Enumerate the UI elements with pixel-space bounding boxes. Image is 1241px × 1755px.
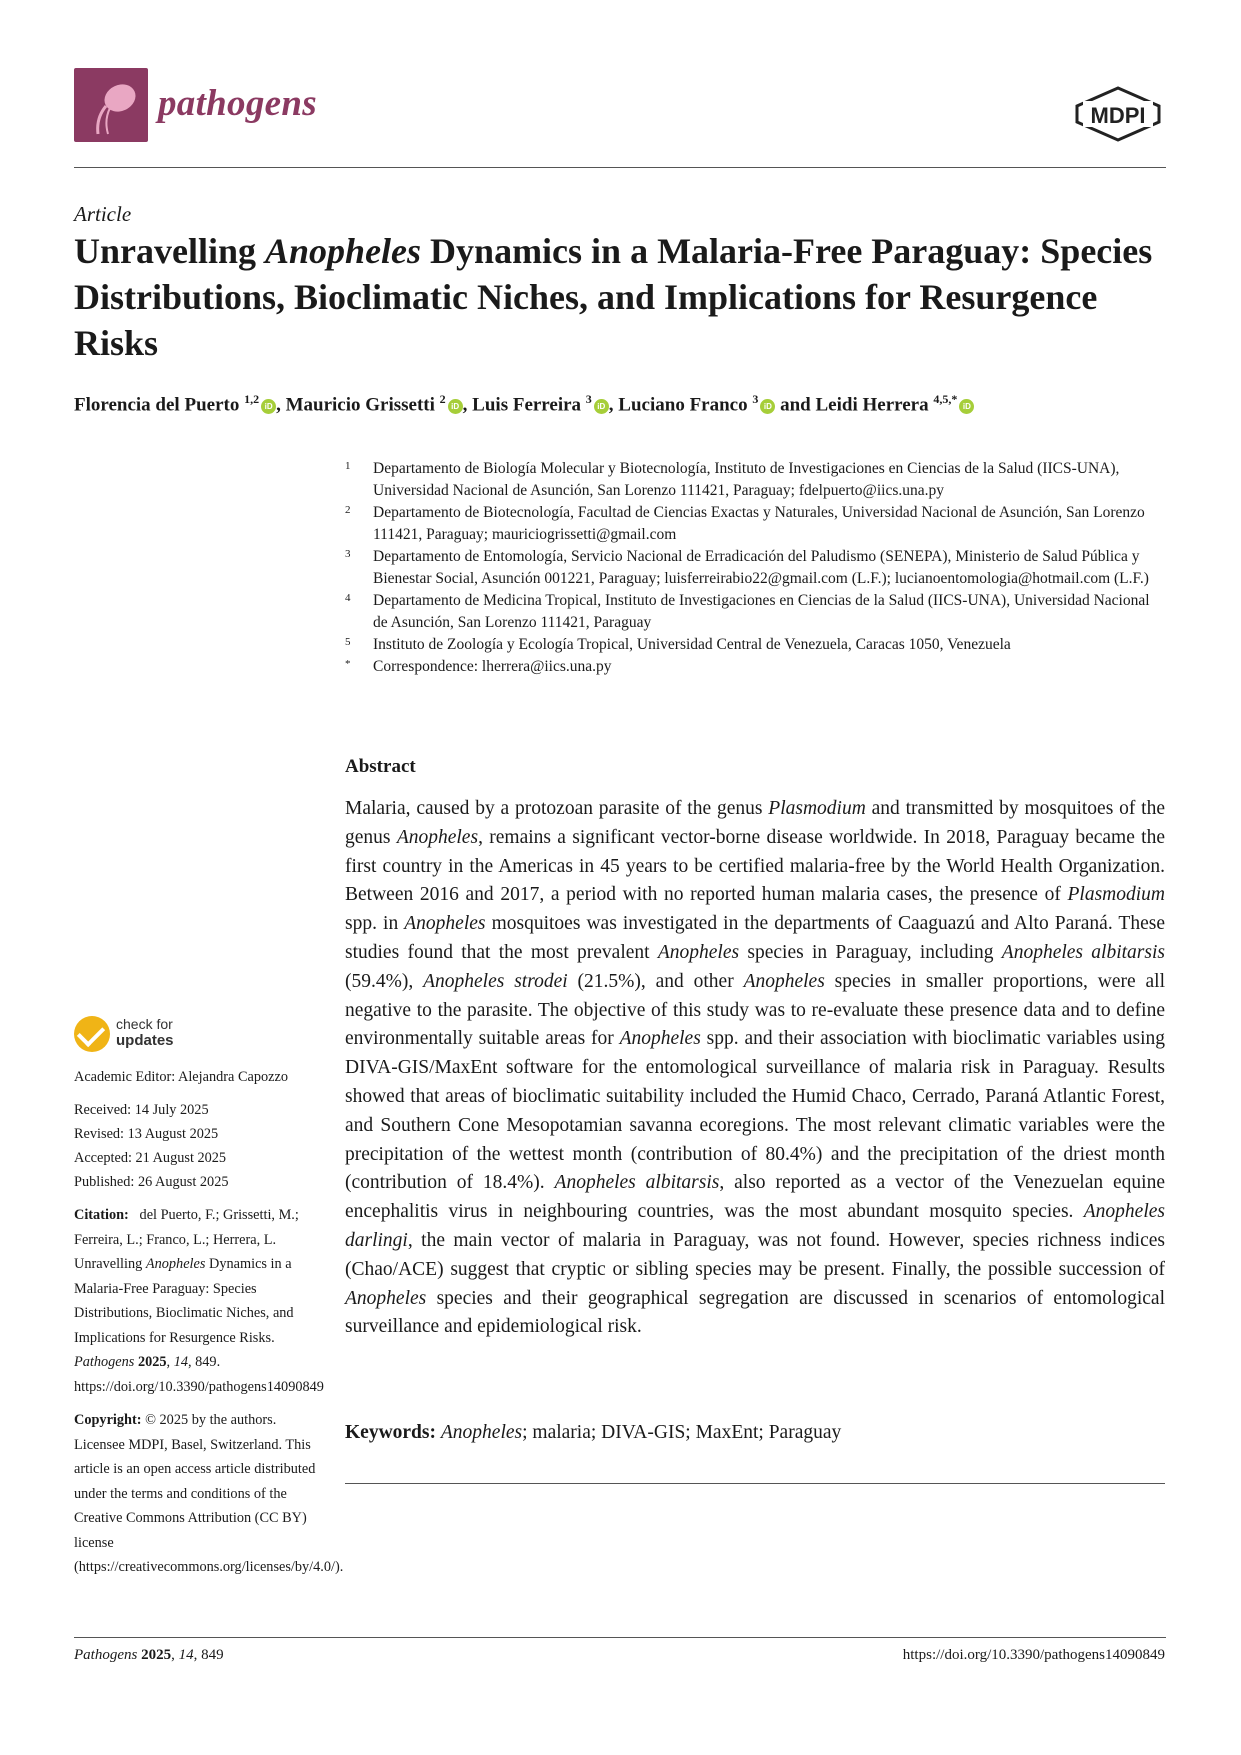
abstract-segment: spp. in	[345, 913, 405, 935]
mdpi-logo	[1073, 86, 1163, 142]
received-date: Received: 14 July 2025	[74, 1102, 209, 1118]
author-separator: and	[775, 394, 816, 416]
article-type: Article	[74, 202, 132, 226]
abstract-segment: spp. and their association with bioclimatic variables using DIVA-GIS/MaxEnt software for the entomological surveillance of malaria risk in Paraguay. Results showed that areas of bioclimatic suitability included the Humid Chaco, Cerrado, Paraná Atlantic Forest, and Southern Cone Mesopotamian savanna ecoregions. The most relevant climatic variables were the precipitation of the wettest month (contribution of 80.4%) and the precipitation of the driest month (contribution of 18.4%).	[345, 1028, 1166, 1194]
abstract-segment: Malaria, caused by a protozoan parasite of the genus	[345, 798, 769, 819]
abstract-segment: species and their geographical segregation are discussed in scenarios of entomological surveillance and epidemiological risk.	[345, 1287, 1165, 1338]
author-list	[74, 386, 1166, 418]
footer-rule	[74, 1637, 1166, 1638]
published-date: Published: 26 August 2025	[74, 1174, 229, 1190]
abstract-italic-term: Anopheles darlingi	[345, 1201, 1165, 1251]
keywords-label: Keywords:	[345, 1422, 436, 1443]
affiliation-text: Departamento de Entomología, Servicio Nacional de Erradicación del Paludismo (SENEPA), Ministerio de Salud Pública y Bienestar Social, Asunción 001221, Paraguay; luisferreirabio22@gmail.com (L.F.); lucianoentomologia@hotmail.com (L.F.)	[373, 548, 1149, 587]
keywords-rest: ; malaria; DIVA-GIS; MaxEnt; Paraguay	[522, 1422, 842, 1443]
abstract-rule	[345, 1483, 1165, 1484]
orcid-icon[interactable]: iD	[594, 399, 609, 414]
keyword-italic: Anopheles	[440, 1422, 523, 1443]
affiliation-item	[345, 458, 1165, 502]
affiliation-number: 1	[345, 460, 351, 472]
abstract-segment: , also reported as a vector of the Venezuelan equine encephalitis virus in neighbouring countries, was the most abundant mosquito species.	[345, 1172, 1165, 1223]
orcid-icon[interactable]: iD	[448, 399, 463, 414]
abstract-segment: (59.4%),	[345, 970, 424, 992]
abstract-italic-term: Anopheles	[619, 1028, 701, 1050]
abstract-text	[345, 795, 1165, 1342]
abstract-italic-term: Plasmodium	[1067, 884, 1165, 906]
affiliation-number: 4	[345, 592, 351, 604]
footer-citation: Pathogens 2025, 14, 849	[74, 1647, 224, 1663]
journal-logo	[74, 68, 148, 142]
abstract-segment: (21.5%), and other	[567, 970, 744, 992]
abstract-heading: Abstract	[345, 756, 416, 777]
affiliation-item	[345, 656, 1165, 678]
header-rule	[74, 167, 1166, 168]
copyright-label: Copyright:	[74, 1412, 142, 1428]
accepted-date: Accepted: 21 August 2025	[74, 1150, 227, 1166]
author-separator: ,	[462, 394, 473, 416]
author-affiliation-marker: 3	[585, 392, 592, 406]
academic-editor: Academic Editor: Alejandra Capozzo	[74, 1069, 288, 1085]
keywords	[345, 1422, 1165, 1444]
author-affiliation-marker: 1,2	[244, 392, 260, 406]
affiliation-item	[345, 502, 1165, 546]
affiliation-text: Correspondence: lherrera@iics.una.py	[373, 658, 612, 675]
abstract-italic-term: Plasmodium	[768, 798, 866, 819]
author-separator: ,	[608, 394, 619, 416]
author-name: Leidi Herrera	[815, 394, 929, 416]
title-part1: Unravelling	[74, 231, 266, 271]
affiliation-text: Instituto de Zoología y Ecología Tropical, Universidad Central de Venezuela, Caracas 1050, Venezuela	[373, 636, 1011, 653]
orcid-icon[interactable]: iD	[959, 399, 974, 414]
check-for-label: check for	[116, 1016, 173, 1032]
abstract-segment: and transmitted by mosquitoes of the genus	[345, 798, 1165, 848]
title-part2: Anopheles	[265, 231, 422, 271]
updates-label: updates	[116, 1032, 174, 1049]
revised-date: Revised: 13 August 2025	[74, 1126, 219, 1142]
abstract-segment: species in Paraguay, including	[739, 941, 1002, 963]
author-separator: ,	[276, 394, 286, 416]
journal-name: pathogens	[158, 83, 317, 124]
author-name: Luciano Franco	[618, 394, 748, 416]
abstract-segment: mosquitoes was investigated in the departments of Caaguazú and Alto Paraná. These studies found that the most prevalent	[345, 913, 1165, 963]
affiliation-number: 3	[345, 548, 351, 560]
author-affiliation-marker: 3	[752, 392, 759, 406]
abstract-segment: , remains a significant vector-borne disease worldwide. In 2018, Paraguay became the first country in the Americas in 45 years to be certified malaria-free by the World Health Organization. Between 2016 and 2017, a period with no reported human malaria cases, the presence of	[345, 826, 1165, 906]
affiliations	[345, 458, 1165, 678]
citation-label: Citation:	[74, 1207, 129, 1223]
check-icon	[74, 1016, 110, 1052]
affiliation-item	[345, 634, 1165, 656]
affiliation-text: Departamento de Medicina Tropical, Instituto de Investigaciones en Ciencias de la Salud (IICS-UNA), Universidad Nacional de Asunción, San Lorenzo 111421, Paraguay	[373, 592, 1150, 631]
copyright: Copyright: © 2025 by the authors. Licensee MDPI, Basel, Switzerland. This article is an open access article distributed under the terms and conditions of the Creative Commons Attribution (CC BY) license (https://creativecommons.org/licenses/by/4.0/).	[74, 1412, 344, 1575]
author-affiliation-marker: 2	[439, 392, 446, 406]
affiliation-text: Departamento de Biología Molecular y Biotecnología, Instituto de Investigaciones en Ciencias de la Salud (IICS-UNA), Universidad Nacional de Asunción, San Lorenzo 111421, Paraguay; fdelpuerto@iics.una.py	[373, 460, 1120, 499]
author-name: Luis Ferreira	[472, 394, 582, 416]
abstract-italic-term: Anopheles strodei	[423, 970, 568, 992]
orcid-icon[interactable]: iD	[261, 399, 276, 414]
abstract-italic-term: Anopheles albitarsis	[1001, 941, 1165, 963]
orcid-icon[interactable]: iD	[760, 399, 775, 414]
pathogen-icon	[74, 68, 148, 142]
abstract-segment: species in smaller proportions, were all negative to the parasite. The objective of this study was to re-evaluate these presence data and to define environmentally suitable areas for	[345, 970, 1166, 1050]
affiliation-number: *	[345, 658, 351, 670]
abstract-italic-term: Anopheles	[404, 913, 486, 935]
abstract-segment: , the main vector of malaria in Paraguay, was not found. However, species richness indices (Chao/ACE) suggest that cryptic or sibling species may be present. Finally, the possible succession of	[345, 1229, 1165, 1280]
abstract-italic-term: Anopheles	[396, 826, 479, 848]
abstract-italic-term: Anopheles	[657, 941, 740, 963]
affiliation-item	[345, 546, 1165, 590]
publisher-name: MDPI	[1090, 103, 1146, 128]
abstract-italic-term: Anopheles	[345, 1287, 427, 1309]
author-name: Mauricio Grissetti	[285, 394, 435, 416]
title-part3: Dynamics in a Malaria-Free Paraguay: Species Distributions, Bioclimatic Niches, and Implications for Resurgence Risks	[74, 231, 1153, 363]
author-name: Florencia del Puerto	[74, 394, 240, 416]
abstract-italic-term: Anopheles	[743, 970, 825, 992]
footer-doi-link[interactable]: https://doi.org/10.3390/pathogens14090849	[902, 1647, 1165, 1663]
citation: Citation: del Puerto, F.; Grissetti, M.; Ferreira, L.; Franco, L.; Herrera, L. Unravelling Anopheles Dynamics in a Malaria-Free Paraguay: Species Distributions, Bioclimatic Niches, and Implications for Resurgence Risks. Pathogens 2025, 14, 849. https://doi.org/10.3390/pathogens14090849	[74, 1207, 324, 1395]
abstract-italic-term: Anopheles albitarsis	[554, 1172, 720, 1194]
check-for-updates-badge[interactable]	[74, 1016, 194, 1056]
author-affiliation-marker: 4,5,*	[933, 392, 958, 406]
article-title	[74, 228, 1166, 366]
affiliation-number: 5	[345, 636, 351, 648]
affiliation-text: Departamento de Biotecnología, Facultad de Ciencias Exactas y Naturales, Universidad Nacional de Asunción, San Lorenzo 111421, Paraguay; mauriciogrissetti@gmail.com	[373, 504, 1145, 543]
affiliation-item	[345, 590, 1165, 634]
citation-doi[interactable]: , 849. https://doi.org/10.3390/pathogens14090849	[74, 1354, 324, 1395]
affiliation-number: 2	[345, 504, 351, 516]
